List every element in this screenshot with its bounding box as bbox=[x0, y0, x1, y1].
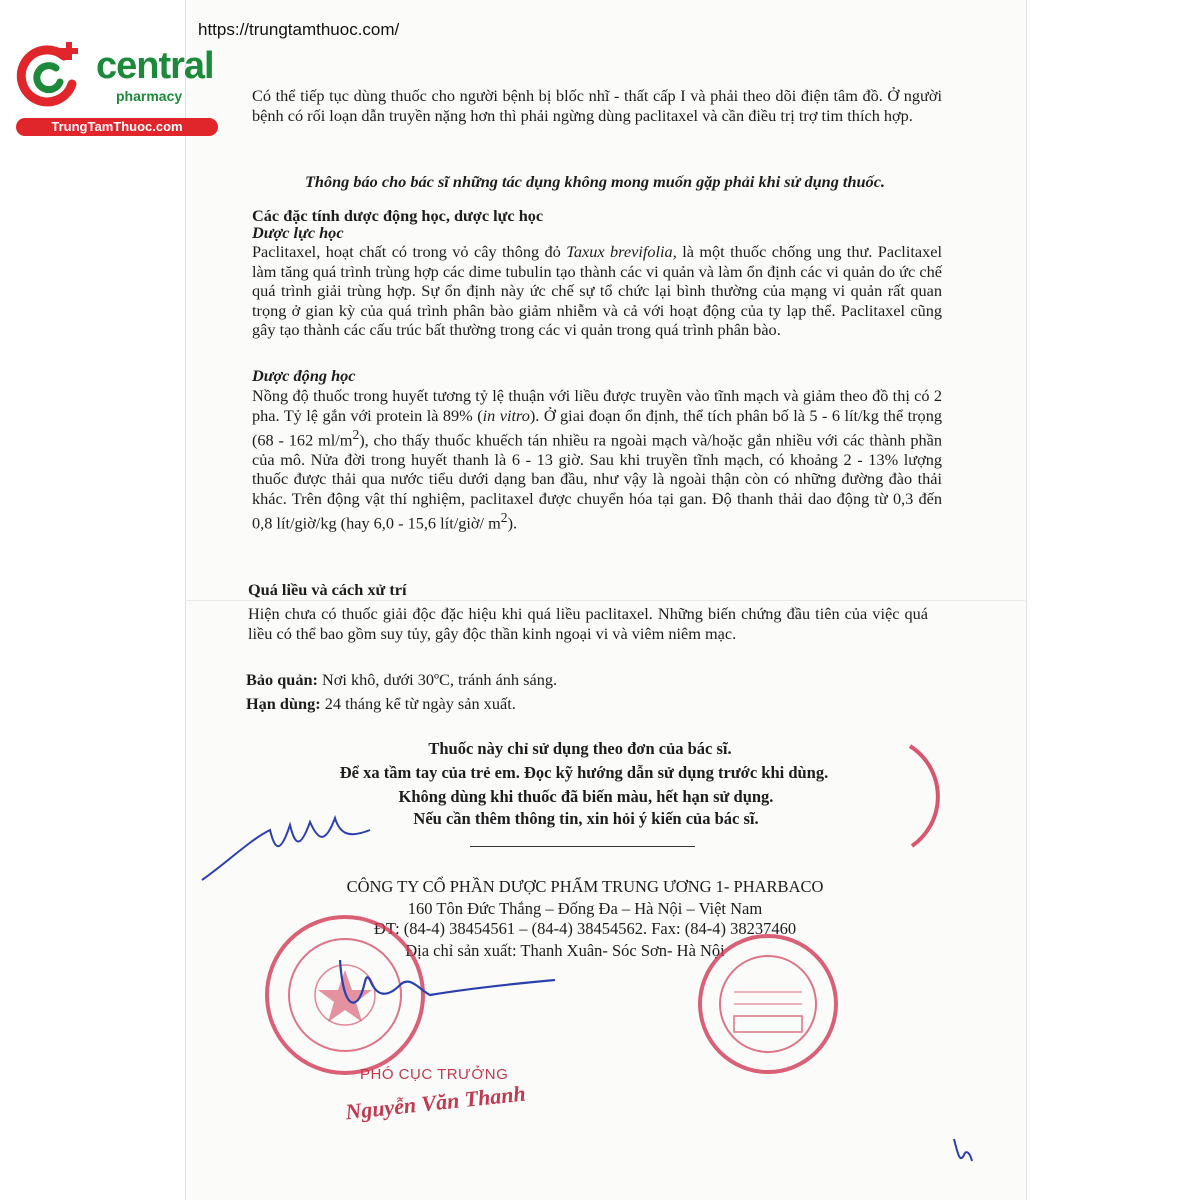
section-heading-pharmacology: Các đặc tính dược động học, dược lực học bbox=[252, 206, 544, 225]
species-name: Taxux brevifolia, bbox=[566, 242, 677, 261]
warning-2: Để xa tầm tay của trẻ em. Đọc kỹ hướng dẫn sử dụng trước khi dùng. bbox=[339, 763, 829, 782]
signature-left-icon bbox=[200, 800, 380, 890]
warning-4: Nếu cần thêm thông tin, xin hỏi ý kiến của bác sĩ. bbox=[413, 809, 759, 828]
section-heading-overdose: Quá liều và cách xử trí bbox=[248, 580, 407, 599]
logo-banner: TrungTamThuoc.com bbox=[16, 118, 218, 136]
company-address: 160 Tôn Đức Thắng – Đống Đa – Hà Nội – Việt Nam bbox=[407, 899, 763, 918]
overdose-text: Hiện chưa có thuốc giải độc đặc hiệu khi quá liều paclitaxel. Những biến chứng đầu tiên của việc quá liều có thể bao gồm suy tủy, gây độc thần kinh ngoại vi và viêm niêm mạc. bbox=[248, 604, 928, 643]
subheading-pharmacodynamics: Dược lực học bbox=[252, 223, 344, 242]
signature-middle-icon bbox=[330, 950, 560, 1020]
storage-line: Bảo quản: Nơi khô, dưới 30ºC, tránh ánh sáng. bbox=[246, 670, 558, 689]
pharmacodynamics-text: Paclitaxel, hoạt chất có trong vỏ cây thông đỏ Taxux brevifolia, là một thuốc chống ung thư. Paclitaxel làm tăng quá trình trùng hợp các dime tubulin tạo thành các vi quản và làm ổn định các vi quản do ức chế quá trình giải trùng hợp. Sự ổn định này ức chế sự tổ chức lại bình thường của mạng vi quản rất quan trọng ở gian kỳ của quá trình phân bào giảm nhiễm và cả với hoạt động của ty lạp thể. Paclitaxel cũng gây tạo thành các cấu trúc bất thường trong các vi quản trong quá trình phân bào. bbox=[252, 242, 942, 339]
logo-sub: pharmacy bbox=[116, 88, 183, 104]
warning-1: Thuốc này chỉ sử dụng theo đơn của bác sĩ. bbox=[428, 739, 732, 758]
warning-3: Không dùng khi thuốc đã biến màu, hết hạn sử dụng. bbox=[398, 787, 774, 806]
divider bbox=[470, 846, 695, 847]
source-url: https://trungtamthuoc.com/ bbox=[198, 20, 400, 39]
subheading-pharmacokinetics: Dược động học bbox=[252, 366, 356, 385]
pharmacokinetics-text: Nồng độ thuốc trong huyết tương tỷ lệ thuận với liều được truyền vào tĩnh mạch và giảm theo đồ thị có 2 pha. Tỷ lệ gắn với protein là 89% (in vitro). Ở giai đoạn ổn định, thể tích phân bố là 5 - 6 lít/kg thể trọng (68 - 162 $ml/m^2$), cho thấy thuốc khuếch tán nhiều ra ngoài mạch và/hoặc gắn nhiều với các thành phần của mô. Nửa đời trong huyết thanh là 6 - 13 giờ. Sau khi truyền tĩnh mạch, có khoảng 2 - 13% lượng thuốc được thải qua nước tiểu dưới dạng ban đầu, như vậy là ngoài thận còn có những đường đào thải khác. Trên động vật thí nghiệm, paclitaxel được chuyển hóa tại gan. Độ thanh thải dao động từ 0,3 đến 0,8 lít/giờ/kg (hay 6,0 - 15,6 lít/giờ/ $m^2$). bbox=[252, 386, 943, 533]
approver-title: PHÓ CỤC TRƯỞNG bbox=[360, 1066, 509, 1083]
paragraph-cardiac bbox=[252, 86, 942, 125]
adverse-effects-notice: Thông báo cho bác sĩ những tác dụng không mong muốn gặp phải khi sử dụng thuốc. bbox=[304, 172, 885, 191]
company-name: CÔNG TY CỔ PHẦN DƯỢC PHẨM TRUNG ƯƠNG 1- PHARBACO bbox=[346, 877, 824, 896]
partial-seal-icon bbox=[900, 742, 940, 852]
company-phone: ĐT: (84-4) 38454561 – (84-4) 38454562. Fax: (84-4) 38237460 bbox=[373, 919, 797, 938]
initial-mark-icon bbox=[950, 1135, 980, 1175]
pharmacy-cross-icon bbox=[12, 38, 86, 112]
central-pharmacy-logo bbox=[8, 38, 218, 138]
logo-name: central bbox=[96, 45, 214, 87]
pharbaco-seal-icon bbox=[694, 930, 842, 1078]
approver-name: Nguyễn Văn Thanh bbox=[344, 1080, 527, 1125]
factory-address: Địa chỉ sản xuất: Thanh Xuân- Sóc Sơn- Hà Nội bbox=[405, 941, 725, 960]
shelf-life-line: Hạn dùng: 24 tháng kể từ ngày sản xuất. bbox=[246, 694, 516, 713]
fold-line bbox=[185, 600, 1025, 601]
para1-text: Có thể tiếp tục dùng thuốc cho người bệnh bị blốc nhĩ - thất cấp I và phải theo dõi điện tâm đồ. Ở người bệnh có rối loạn dẫn truyền nặng hơn thì phải ngừng dùng paclitaxel và cần điều trị trợ tim thích hợp. bbox=[252, 86, 942, 125]
